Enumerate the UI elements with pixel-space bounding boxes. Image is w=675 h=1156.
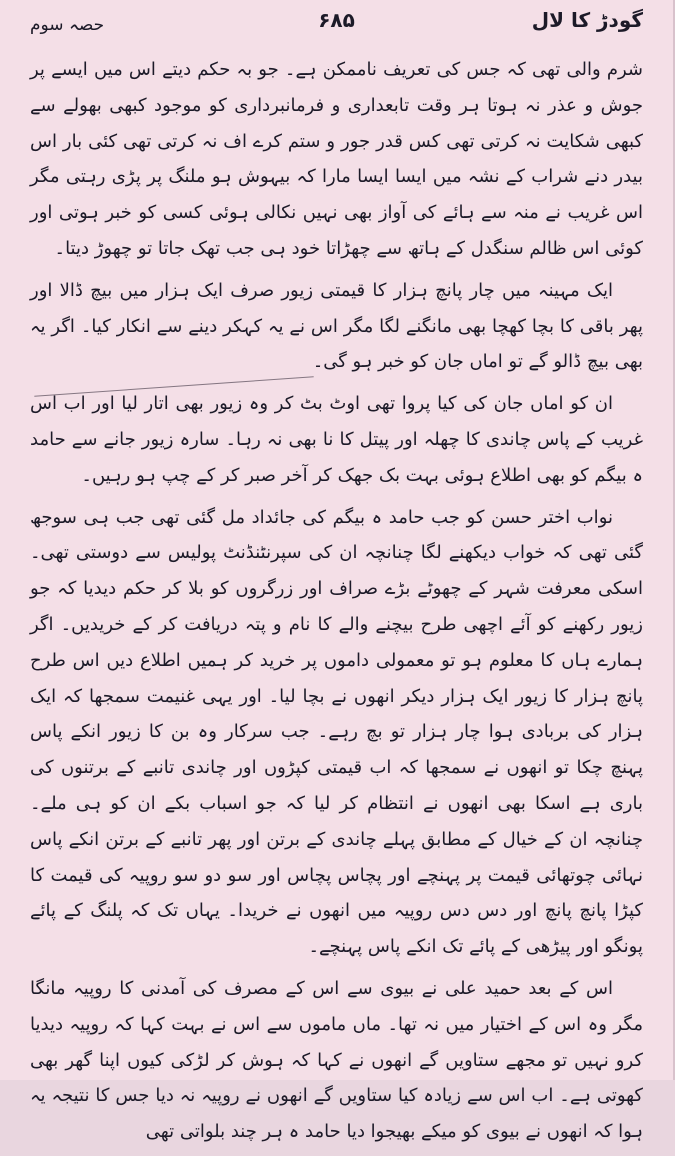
paragraph: ان کو اماں جان کی کیا پروا تھی اوٹ بٹ کر وہ زیور بھی اتار لیا اور اب اس غریب کے پاس چاندی کا چھلہ اور پیتل کا نا بھی نہ رہا۔ سارہ زیور جانے سے حامد ہ بیگم کو بھی اطلاع ہوئی بہت بک جھک کر آخر صبر کر کے چپ ہو رہیں۔ bbox=[30, 393, 643, 486]
paragraph: اس کے بعد حمید علی نے بیوی سے اس کے مصرف کی آمدنی کا روپیہ مانگا مگر وہ اس کے اختیار میں نہ تھا۔ ماں ماموں سے اس نے بہت کہا کہ روپیہ دیدیا کرو نہیں تو مجھے ستاویں گے انھوں نے کہا کہ ہوش کر لڑکی کیوں اپنا گھر بھی کھوتی ہے۔ اب اس سے زیادہ کیا ستاویں گے انھوں نے روپیہ نہ دیا جس کا نتیجہ یہ ہوا کہ انھوں نے بیوی کو میکے بھیجوا دیا حامد ہ ہر چند بلواتی تھی bbox=[30, 977, 643, 1143]
page-number: ۶۸۵ bbox=[318, 8, 355, 32]
paragraph: ایک مہینہ میں چار پانچ ہزار کا قیمتی زیور صرف ایک ہزار میں بیچ ڈالا اور پھر باقی کا بچا کھچا بھی مانگنے لگا مگر اس نے یہ کہکر دینے سے انکار کیا۔ اگر یہ بھی بیچ ڈالو گے تو اماں جان کو خبر ہو گی۔ bbox=[30, 279, 643, 373]
part-label: حصہ سوم bbox=[30, 15, 105, 35]
paragraph: نواب اختر حسن کو جب حامد ہ بیگم کی جائداد مل گئی تھی جب ہی سوجھ گئی تھی کہ خواب دیکھنے لگا چنانچہ ان کی سپرنٹنڈنٹ پولیس سے دوستی تھی۔ اسکی معرفت شہر کے چھوٹے بڑے صراف اور زرگروں کو بلا کر حکم دیدیا کہ جو زیور رکھنے کو آئے اچھی طرح بیچنے والے کا نام و پتہ دریافت کر کے خریدیں۔ اگر ہمارے ہاں کا معلوم ہو تو معمولی داموں پر خرید کر ہمیں اطلاع دیں اس طرح پانچ ہزار کا زیور ایک ہزار دیکر انھوں نے بچا لیا۔ اور یہی غنیمت سمجھا کہ ایک ہزار کی بربادی ہوا چار ہزار تو بچ رہے۔ جب سرکار وہ بن کا زیور انکے پاس پہنچ چکا تو انھوں نے سمجھا کہ اب قیمتی کپڑوں اور چاندی تانبے کے برتنوں کی باری ہے اسکا بھی انھوں نے انتظام کر لیا کہ جو اسباب بکے ان کو ہی ملے۔ چنانچہ ان کے خیال کے مطابق پہلے چاندی کے برتن اور پھر تانبے کے برتن انکے پاس نہائی چوتھائی قیمت پر پہنچے اور پچاس پچاس اور سو دو سو روپیہ کی قیمت کا کپڑا پانچ پانچ اور دس دس روپیہ میں انھوں نے خریدا۔ یہاں تک کہ پلنگ کے پائے پونگو اور پیڑھی کے پائے تک انکے پاس پہنچے۔ bbox=[30, 506, 643, 958]
page-header bbox=[30, 6, 643, 40]
book-title: گودڑ کا لال bbox=[531, 8, 643, 32]
page-body bbox=[30, 52, 643, 1156]
paragraph: شرم والی تھی کہ جس کی تعریف ناممکن ہے۔ جو بہ حکم دیتے اس میں ایسے پر جوش و عذر نہ ہوتا ہر وقت تابعداری و فرمانبرداری کو موجود کبھی بھولے سے کبھی شکایت نہ کرتی تھی کس قدر جور و ستم کرے اف نہ کرتی تھی کئی بار اس بیدر دنے شراب کے نشہ میں ایسا ایسا مارا کہ بیہوش ہو ملنگ پر پڑی رہتی مگر اس غریب نے منہ سے ہائے کی آواز بھی نہیں نکالی ہوئی کسی کو خبر ہوتی اور کوئی اس ظالم سنگدل کے ہاتھ سے چھڑاتا خود ہی جب تھک جاتا تو چھوڑ دیتا۔ bbox=[30, 59, 643, 259]
